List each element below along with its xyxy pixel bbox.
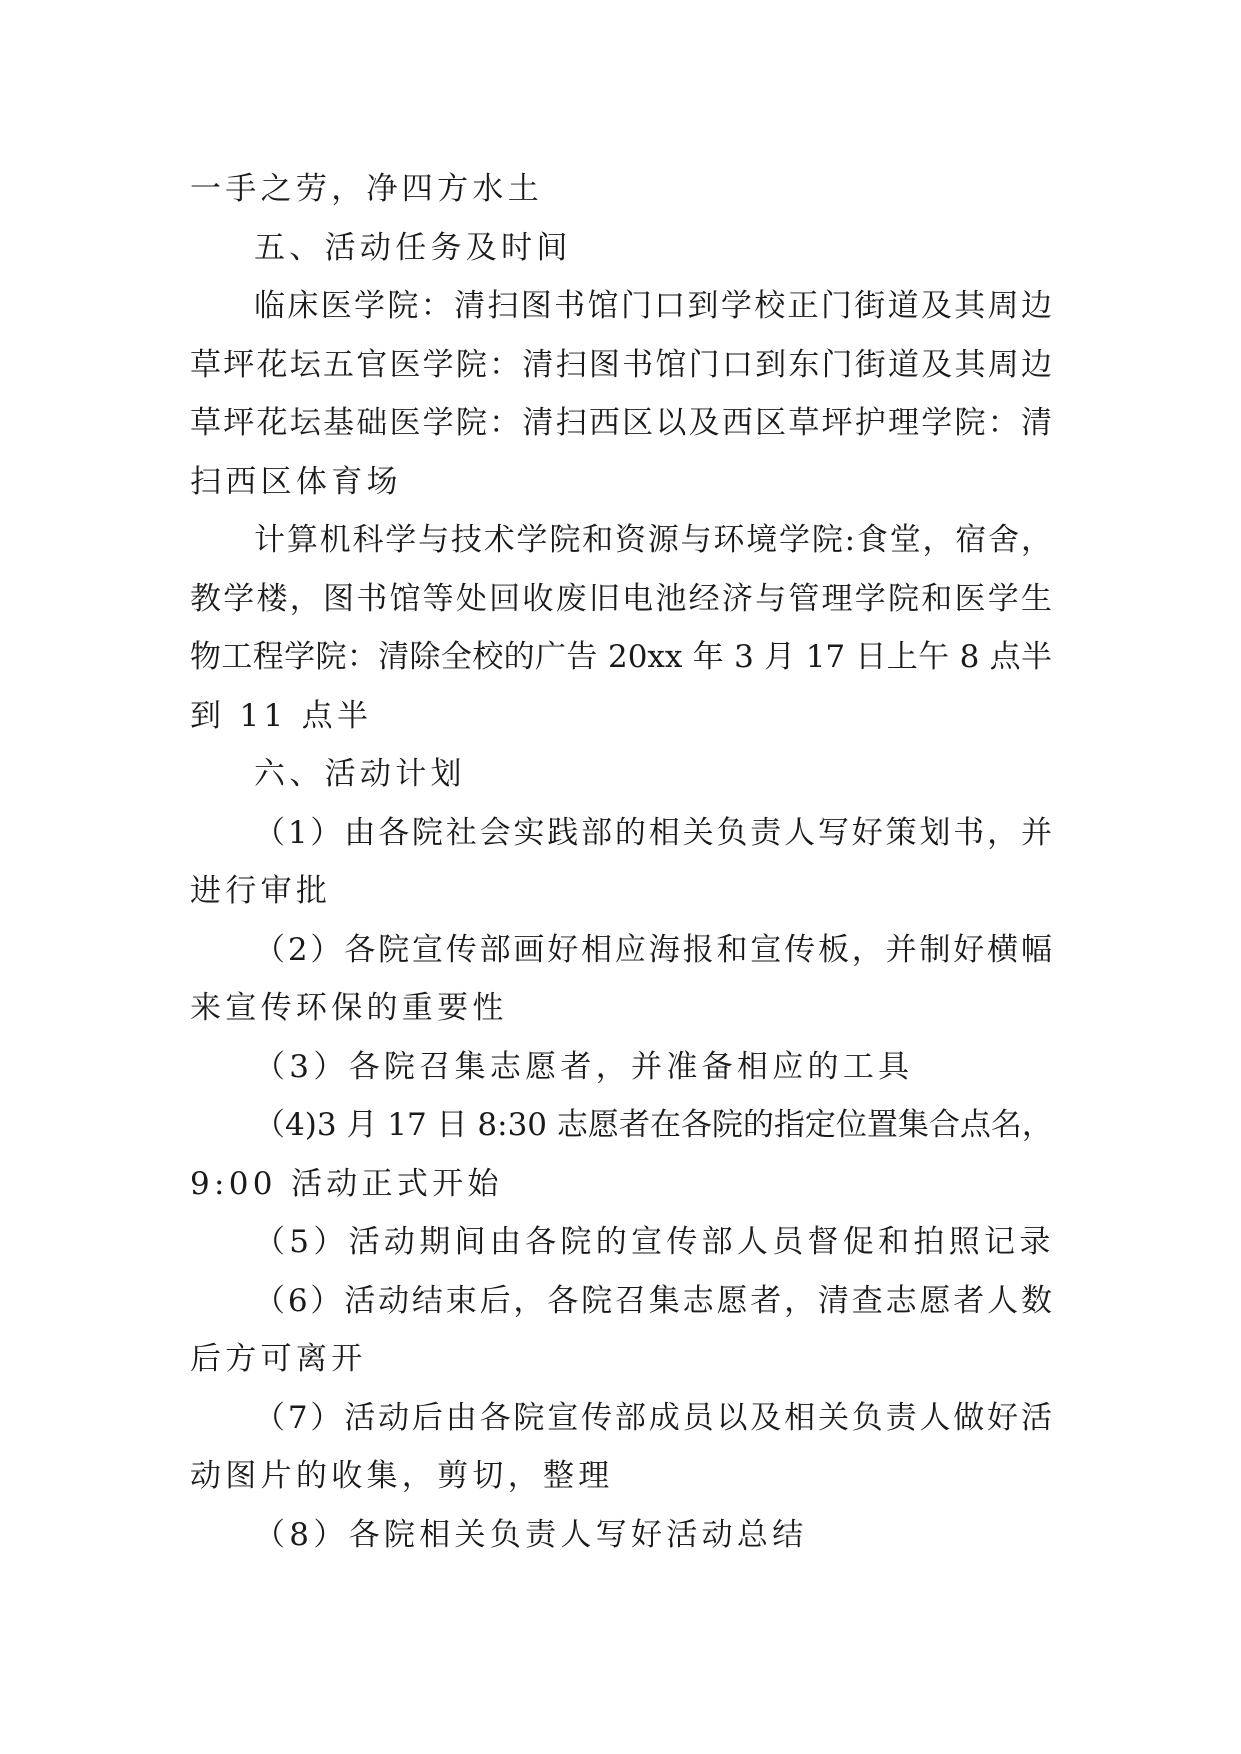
section-heading: 五、活动任务及时间 bbox=[254, 229, 572, 266]
document-body bbox=[190, 160, 1055, 1564]
text-line: （6）活动结束后，各院召集志愿者，清查志愿者人数 bbox=[254, 1282, 1052, 1319]
text-line: 草坪花坛五官医学院：清扫图书馆门口到东门街道及其周边 bbox=[190, 346, 1052, 383]
text-line: （7）活动后由各院宣传部成员以及相关负责人做好活 bbox=[254, 1399, 1052, 1436]
text-line: 临床医学院：清扫图书馆门口到学校正门街道及其周边 bbox=[254, 288, 1052, 324]
text-line: 计算机科学与技术学院和资源与环境学院:食堂，宿舍， bbox=[254, 522, 1052, 558]
text-line: 教学楼，图书馆等处回收废旧电池经济与管理学院和医学生 bbox=[190, 580, 1052, 617]
text-line: 进行审批 bbox=[190, 873, 332, 909]
text-line: 到 11 点半 bbox=[190, 697, 373, 734]
text-line: （3）各院召集志愿者，并准备相应的工具 bbox=[254, 1048, 914, 1085]
text-line: 扫西区体育场 bbox=[190, 463, 402, 500]
text-line: 物工程学院：清除全校的广告 20xx 年 3 月 17 日上午 8 点半 bbox=[190, 639, 1052, 675]
text-line: 一手之劳，净四方水土 bbox=[190, 171, 543, 207]
section-heading: 六、活动计划 bbox=[254, 756, 466, 792]
text-line: （4)3 月 17 日 8:30 志愿者在各院的指定位置集合点名， bbox=[254, 1107, 1053, 1143]
text-line: （2）各院宣传部画好相应海报和宣传板，并制好横幅 bbox=[254, 931, 1052, 968]
text-line: 动图片的收集，剪切，整理 bbox=[190, 1458, 614, 1494]
text-line: 9:00 活动正式开始 bbox=[190, 1165, 503, 1202]
text-line: （8）各院相关负责人写好活动总结 bbox=[254, 1516, 808, 1553]
text-line: 草坪花坛基础医学院：清扫西区以及西区草坪护理学院：清 bbox=[190, 405, 1052, 441]
text-line: 后方可离开 bbox=[190, 1341, 367, 1377]
text-line: （1）由各院社会实践部的相关负责人写好策划书，并 bbox=[254, 814, 1052, 851]
text-line: 来宣传环保的重要性 bbox=[190, 990, 508, 1026]
text-line: （5）活动期间由各院的宣传部人员督促和拍照记录 bbox=[254, 1224, 1055, 1260]
